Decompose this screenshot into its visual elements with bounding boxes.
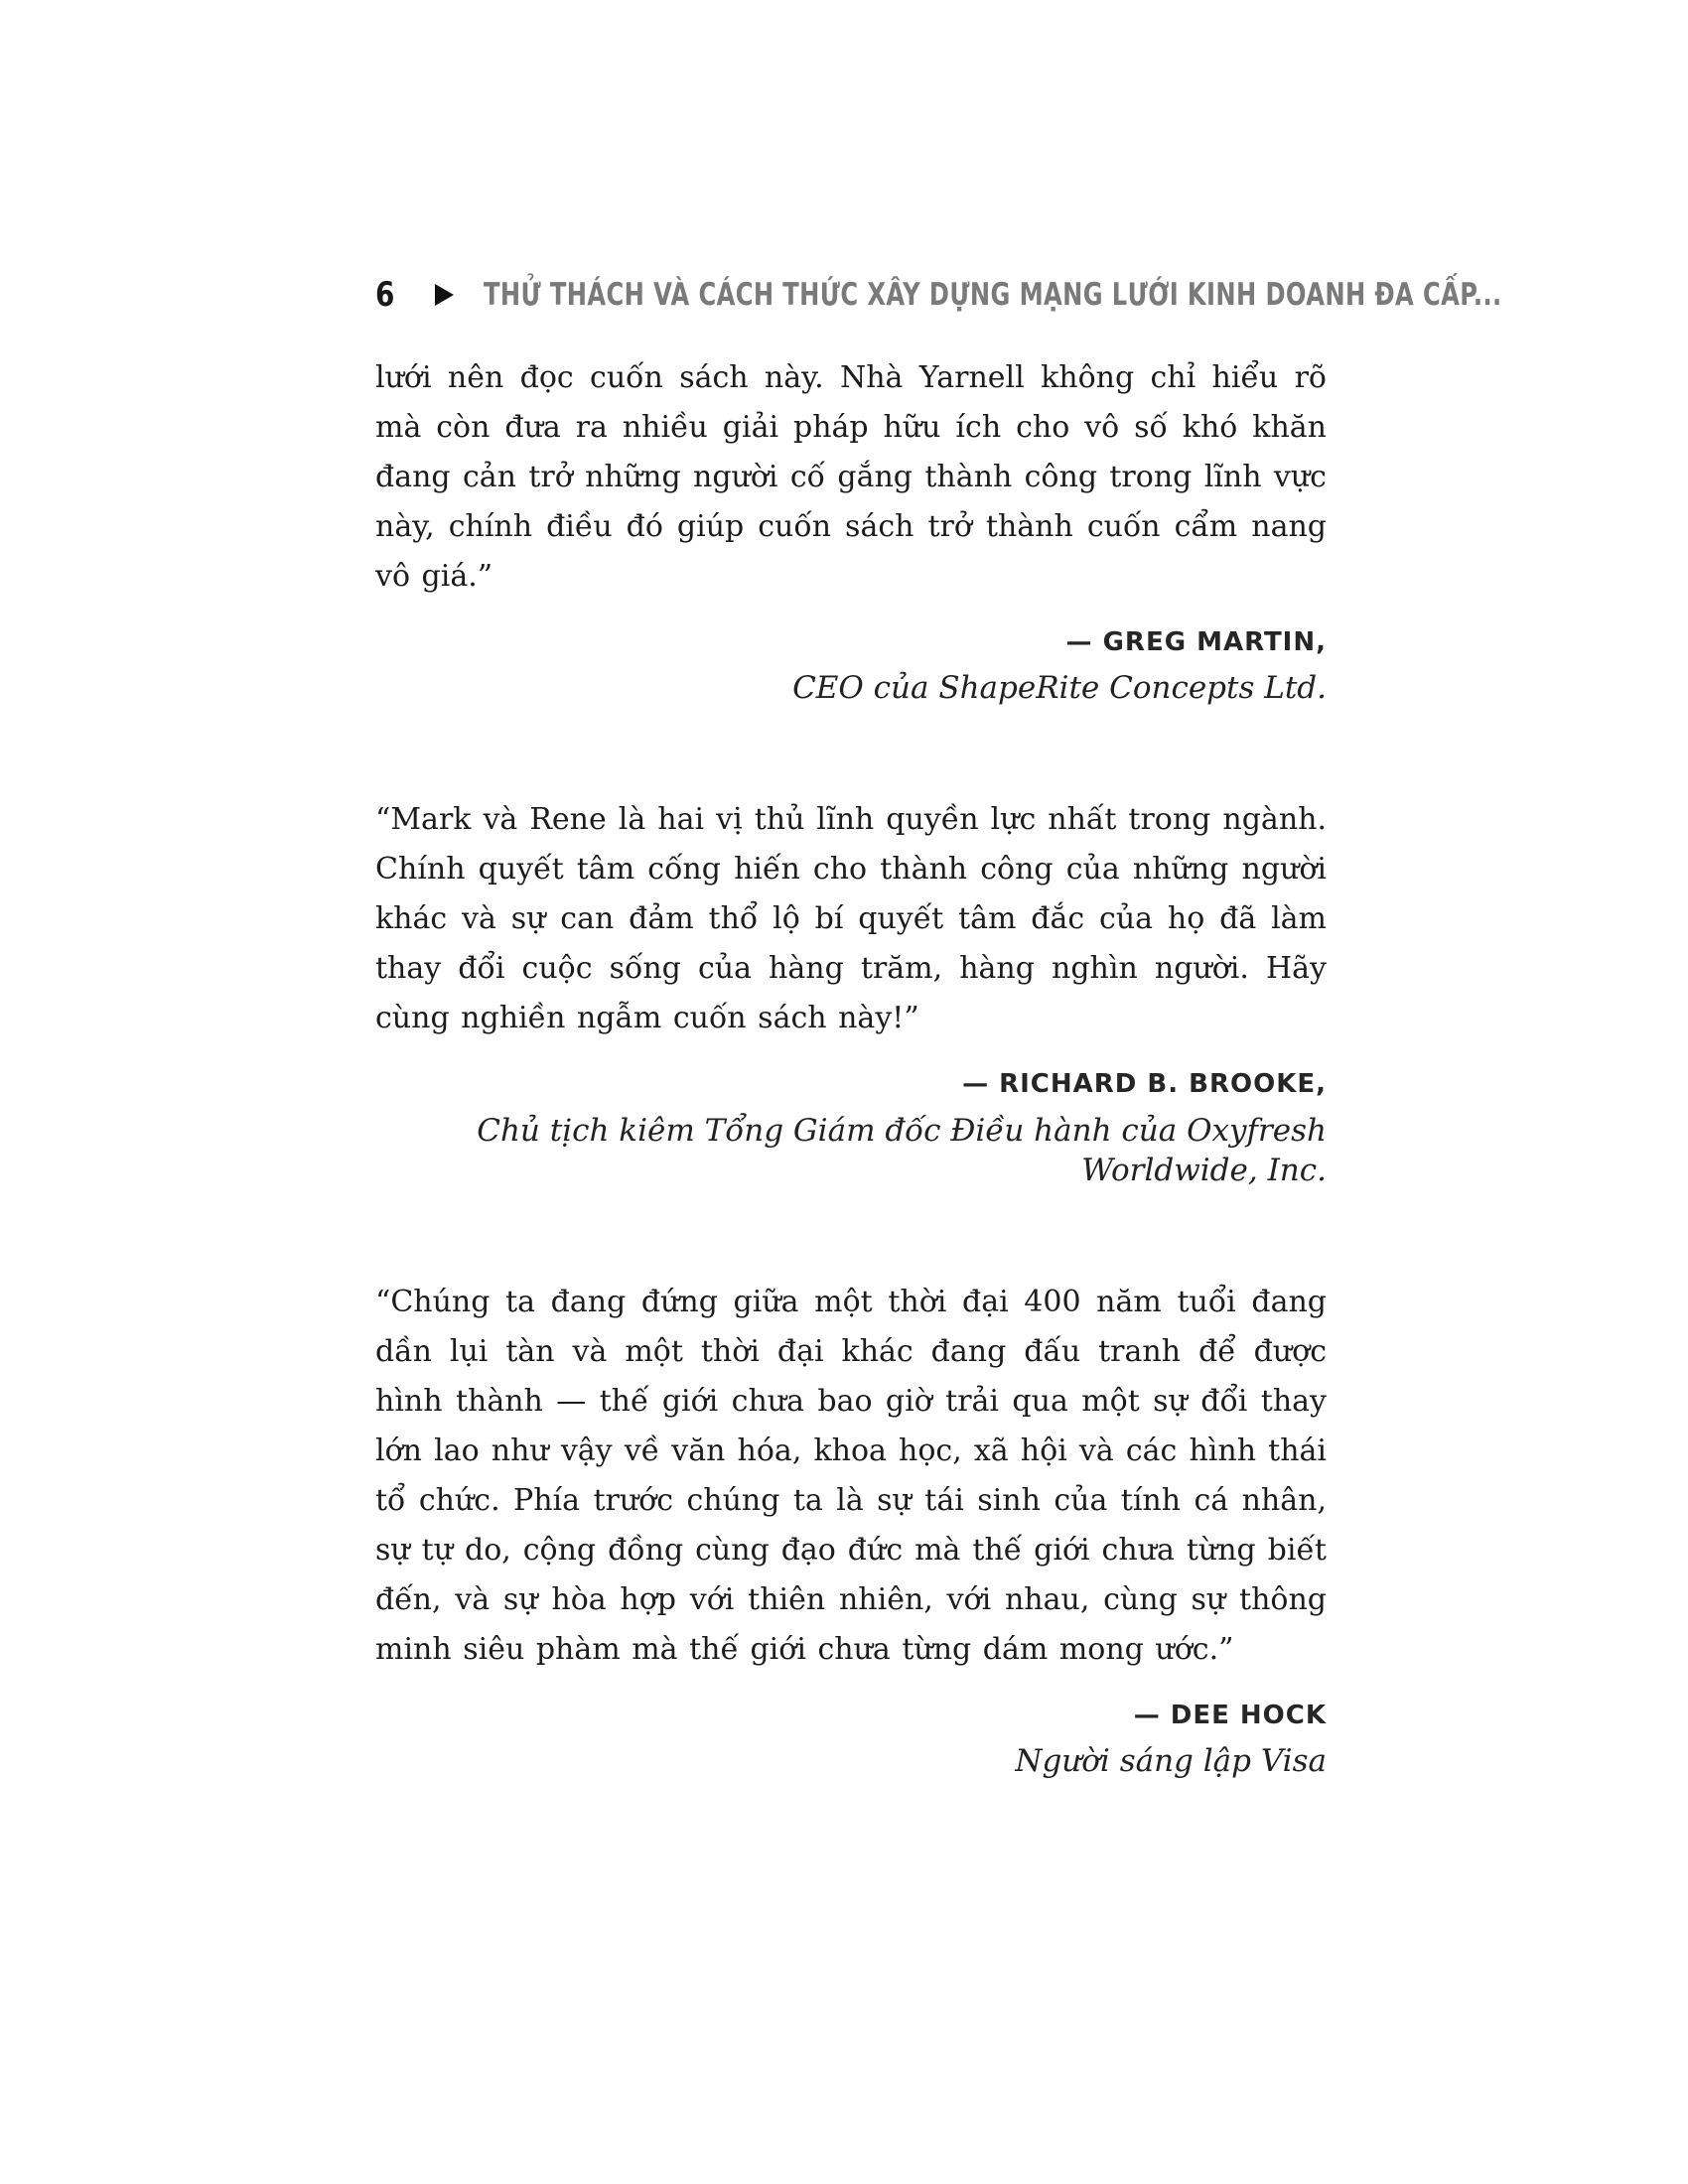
book-page <box>375 274 1502 1782</box>
quote-text: “Chúng ta đang đứng giữa một thời đại 400 năm tuổi đang dần lụi tàn và một thời đại khác đang đấu tranh để được hình thành — thế giới chưa bao giờ trải qua một sự đổi thay lớn lao như vậy về văn hóa, khoa học, xã hội và các hình thái tổ chức. Phía trước chúng ta là sự tái sinh của tính cá nhân, sự tự do, cộng đồng cùng đạo đức mà thế giới chưa từng biết đến, và sự hòa hợp với thiên nhiên, với nhau, cùng sự thông minh siêu phàm mà thế giới chưa từng dám mong ước.” <box>375 1285 1327 1668</box>
quote-author-role: CEO của ShapeRite Concepts Ltd. <box>792 670 1327 707</box>
quote-author-role: Chủ tịch kiêm Tổng Giám đốc Điều hành của Oxyfresh Worldwide, Inc. <box>477 1112 1327 1188</box>
quote-author-role: Người sáng lập Visa <box>1015 1743 1327 1780</box>
quote-text: “Mark và Rene là hai vị thủ lĩnh quyền lực nhất trong ngành. Chính quyết tâm cống hiến cho thành công của những người khác và sự can đảm thổ lộ bí quyết tâm đắc của họ đã làm thay đổi cuộc sống của hàng trăm, hàng nghìn người. Hãy cùng nghiền ngẫm cuốn sách này!” <box>375 802 1327 1036</box>
quote-author: — RICHARD B. BROOKE, <box>962 1069 1327 1100</box>
testimonial-greg-martin <box>375 353 1327 708</box>
quote-author: — GREG MARTIN, <box>1065 627 1327 657</box>
testimonial-dee-hock <box>375 1278 1327 1781</box>
running-title: THỬ THÁCH VÀ CÁCH THỨC XÂY DỰNG MẠNG LƯỚI KINH DOANH ĐA CẤP... <box>483 276 1502 313</box>
quote-author: — DEE HOCK <box>1133 1701 1327 1731</box>
testimonial-richard-brooke <box>375 795 1327 1190</box>
quote-text: lưới nên đọc cuốn sách này. Nhà Yarnell không chỉ hiểu rõ mà còn đưa ra nhiều giải pháp hữu ích cho vô số khó khăn đang cản trở những người cố gắng thành công trong lĩnh vực này, chính điều đó giúp cuốn sách trở thành cuốn cẩm nang vô giá.” <box>375 360 1327 594</box>
page-number: 6 <box>375 275 395 315</box>
triangle-right-icon <box>435 284 454 306</box>
running-header <box>375 274 1502 316</box>
running-title-wrap <box>483 276 1688 313</box>
